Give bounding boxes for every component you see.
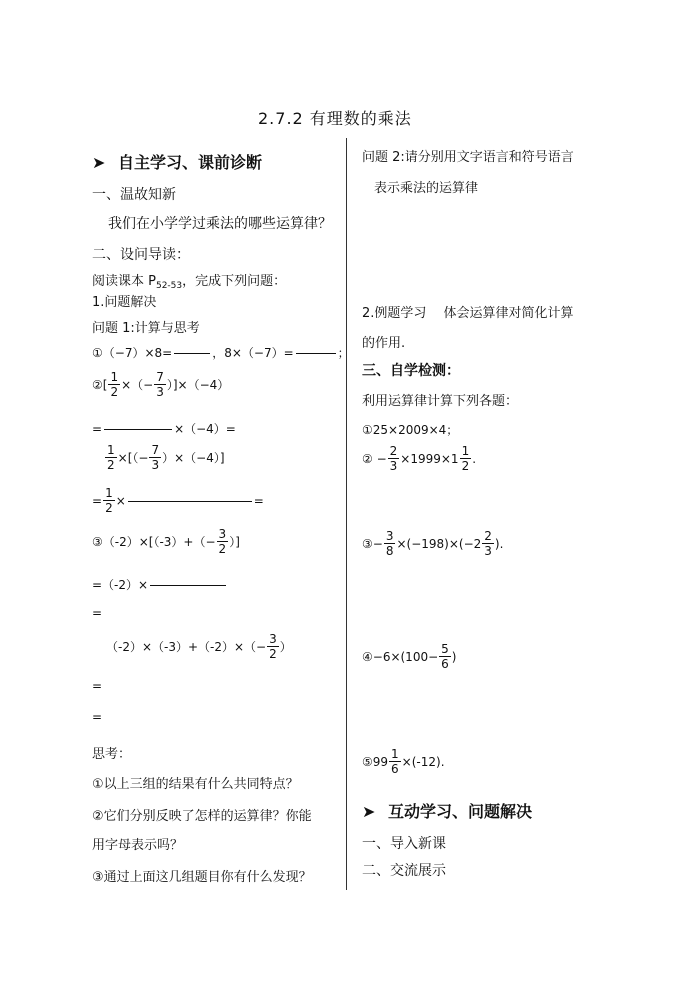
- think-question-2-cont: 用字母表示吗？: [92, 838, 184, 853]
- subsection-1: 一、导入新课: [362, 836, 446, 852]
- answer-blank: [104, 428, 172, 430]
- think-question-3: ③通过上面这几组题目你有什么发现？: [92, 870, 312, 885]
- page-title: 2.7.2 有理数的乘法: [258, 109, 412, 128]
- fraction: $\frac{7}{3}$: [151, 443, 160, 472]
- fraction: $\frac{3}{2}$: [218, 527, 227, 556]
- equation-3-line4: （-2）×（-3）+（-2）×（− $\frac{3}{2}$ ）: [106, 632, 292, 661]
- arrow-bullet-icon: ➤: [362, 802, 376, 821]
- think-title: 思考：: [92, 747, 132, 762]
- equation-3-line6: =: [92, 710, 103, 724]
- section2-title: 互动学习、问题解决: [388, 802, 533, 821]
- part1-question: 我们在小学学过乘法的哪些运算律？: [108, 216, 332, 232]
- fraction: $\frac{3}{2}$: [269, 632, 277, 661]
- think-question-1: ①以上三组的结果有什么共同特点？: [92, 777, 299, 792]
- answer-blank: [296, 352, 336, 354]
- fraction: $\frac{7}{3}$: [156, 370, 164, 399]
- fraction: $\frac{2}{3}$: [484, 529, 492, 558]
- section3-title: 三、自学检测：: [362, 363, 460, 379]
- equation-2-line3: $\frac{1}{2}$ ×[（− $\frac{7}{3}$ ）×（−4）]: [107, 443, 225, 472]
- example-text: 2.例题学习 体会运算律对简化计算: [362, 306, 574, 321]
- item1-title: 1.问题解决: [92, 295, 157, 310]
- answer-blank: [128, 500, 252, 502]
- exercise-4: ④−6×(100− $\frac{5}{6}$ ): [362, 642, 457, 671]
- fraction: $\frac{3}{8}$: [385, 529, 394, 558]
- section1-heading: [92, 150, 262, 173]
- exercise-3: ③− $\frac{3}{8}$ ×(−198)×(−2 $\frac{2}{3}$ ).: [362, 529, 504, 558]
- answer-blank: [150, 584, 226, 586]
- exercise-1: ①25×2009×4；: [362, 423, 459, 437]
- equation-2: ②[ $\frac{1}{2}$ ×（− $\frac{7}{3}$ ）]×（−4）: [92, 370, 230, 399]
- equation-3-line5: =: [92, 679, 103, 693]
- equation-1: ①（−7）×8= ，8×（−7）= ；: [92, 346, 350, 360]
- fraction: $\frac{1}{2}$: [461, 444, 470, 473]
- equation-3: ③（-2）×[（-3）+（− $\frac{3}{2}$ ）]: [92, 527, 240, 556]
- exercise-2: ② − $\frac{2}{3}$ ×1999×1 $\frac{1}{2}$ .: [362, 444, 477, 473]
- arrow-bullet-icon: ➤: [92, 153, 106, 172]
- read-instruction: 阅读课本 $P_{52-53}$，完成下列问题：: [92, 274, 287, 291]
- exercise-5: ⑤99 $\frac{1}{6}$ ×(-12).: [362, 747, 445, 776]
- section2-heading: [362, 799, 532, 822]
- think-question-2: ②它们分别反映了怎样的运算律？你能: [92, 809, 312, 824]
- equation-3-line2: =（-2）×: [92, 576, 228, 593]
- fraction: $\frac{1}{6}$: [391, 747, 399, 776]
- section1-title: 自主学习、课前诊断: [118, 153, 263, 172]
- equation-2-line4: = $\frac{1}{2}$ × =: [92, 486, 264, 515]
- fraction: $\frac{2}{3}$: [389, 444, 398, 473]
- example-text-cont: 的作用.: [362, 336, 406, 351]
- fraction: $\frac{1}{2}$: [105, 486, 113, 515]
- part2-title: 二、设问导读：: [92, 247, 190, 263]
- equation-2-line2: = ×（−4）=: [92, 421, 236, 436]
- part1-title: 一、温故知新: [92, 187, 176, 203]
- subsection-2: 二、交流展示: [362, 863, 446, 879]
- fraction: $\frac{1}{2}$: [110, 370, 119, 399]
- fraction: $\frac{1}{2}$: [107, 443, 115, 472]
- problem2-text: 问题 2:请分别用文字语言和符号语言: [362, 150, 574, 165]
- equation-3-line3: =: [92, 606, 103, 620]
- column-divider: [346, 138, 347, 890]
- problem2-text-cont: 表示乘法的运算律: [374, 181, 479, 196]
- section3-intro: 利用运算律计算下列各题：: [362, 394, 519, 409]
- answer-blank: [174, 352, 210, 354]
- problem1-title: 问题 1:计算与思考: [92, 321, 200, 336]
- fraction: $\frac{5}{6}$: [441, 642, 449, 671]
